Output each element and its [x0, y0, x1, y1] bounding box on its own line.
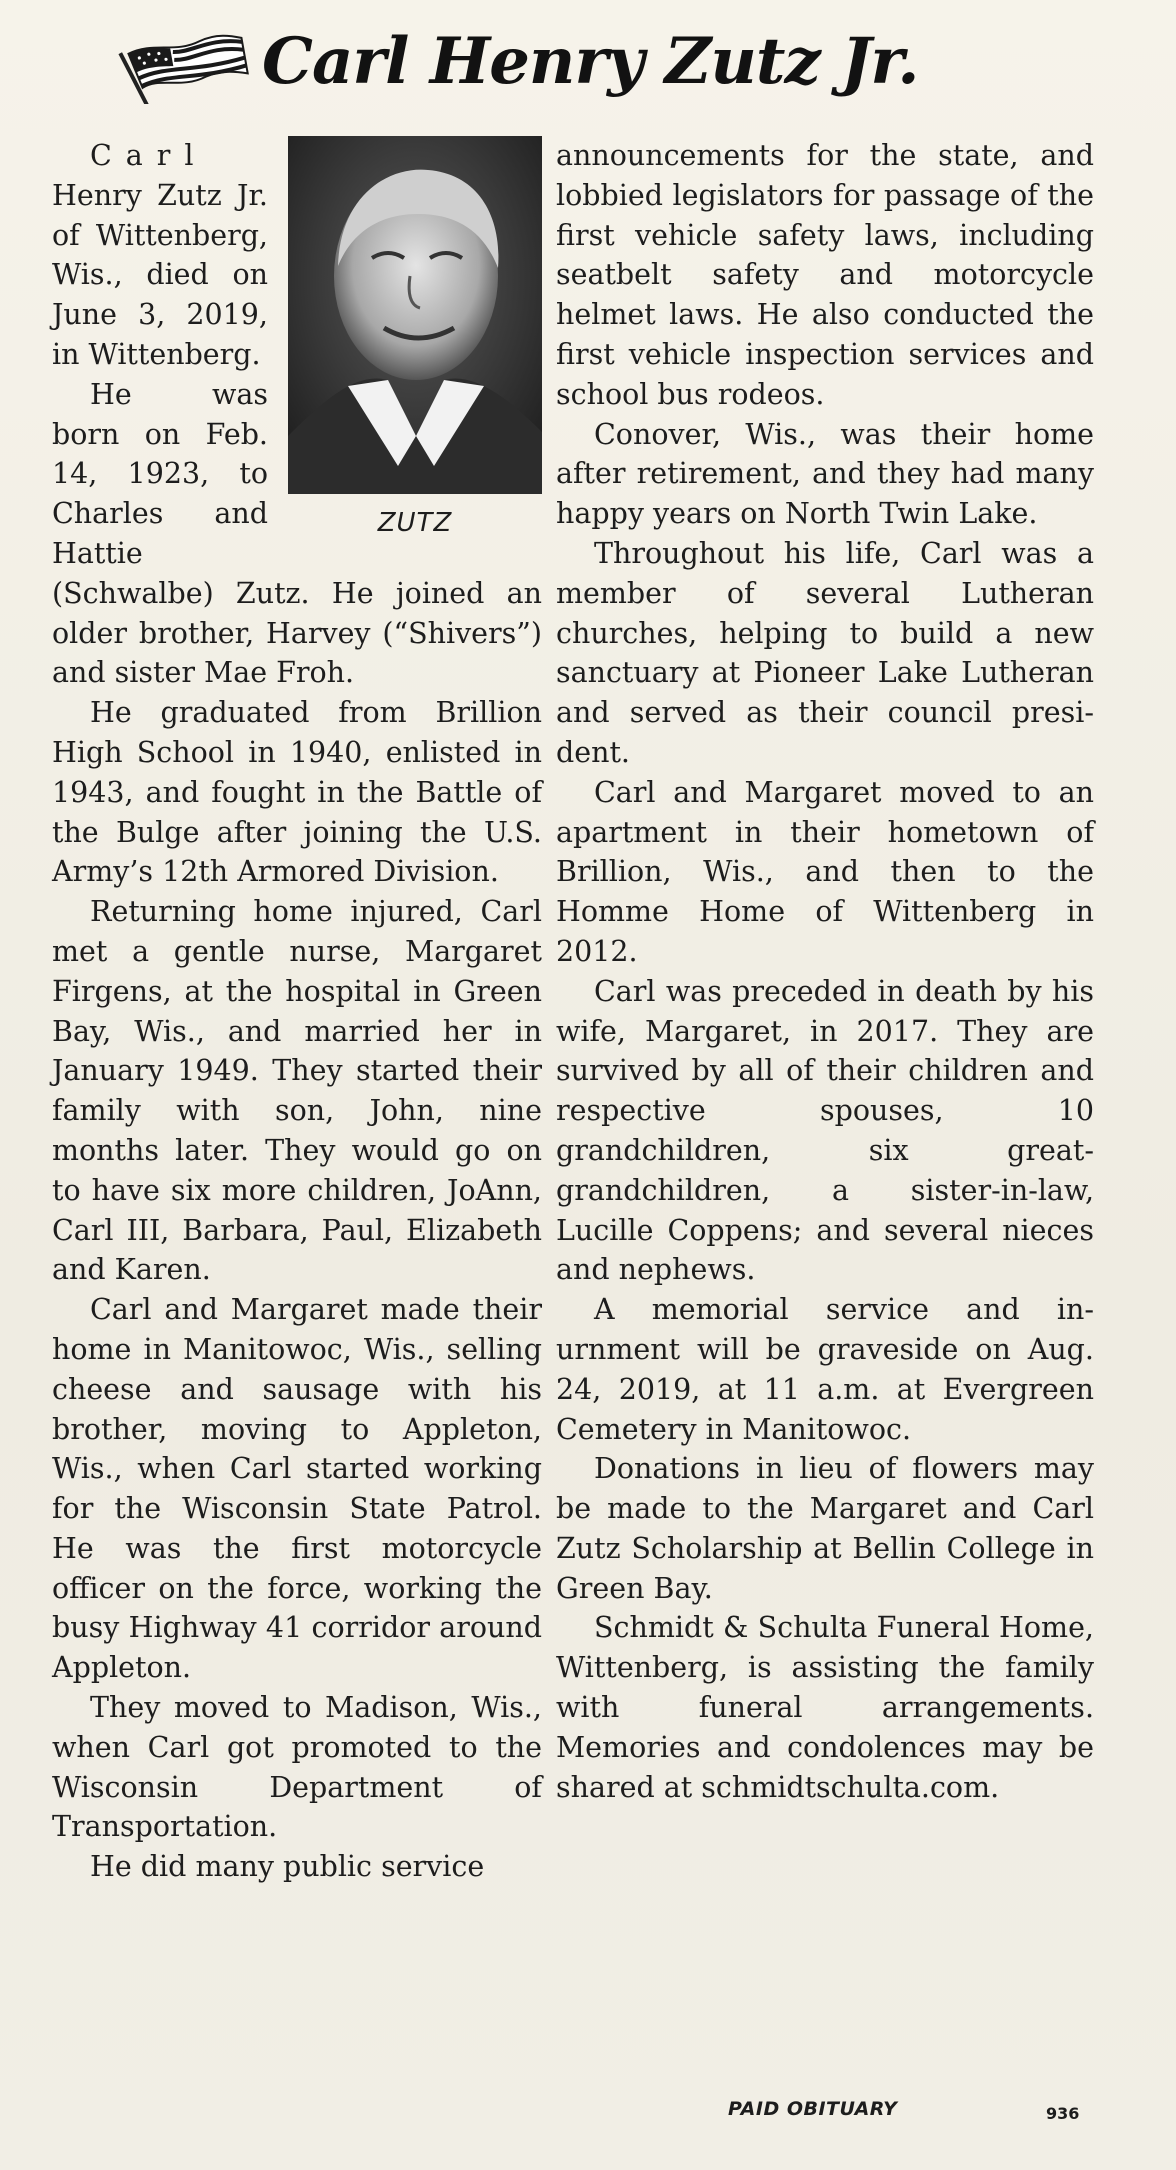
paragraph: Carl and Margaret moved to an apartment in their hometown of Brillion, Wis., and then to the Homme Home of Wittenberg in 2012.: [556, 775, 1094, 968]
portrait-photo: [288, 136, 542, 494]
paragraph: Carl was preceded in death by his wife, Margaret, in 2017. They are survived by all of their children and respective spouses, 10 grandchildren, six great-grandchildren, a sister-in-law, Lucille Coppens; and several nieces and nephews.: [556, 974, 1094, 1287]
paragraph: They moved to Madison, Wis., when Carl got promoted to the Wisconsin Department of Transportation.: [52, 1691, 542, 1844]
paragraph: A memorial service and inurnment will be graveside on Aug. 24, 2019, at 11 a.m. at Evergreen Cemetery in Manitowoc.: [556, 1293, 1094, 1446]
paid-obituary-label: PAID OBITUARY: [728, 2098, 898, 2120]
paragraph: Conover, Wis., was their home after retirement, and they had many happy years on North Twin Lake.: [556, 417, 1094, 531]
portrait-figure: [288, 136, 542, 556]
paragraph: Throughout his life, Carl was a member of several Lutheran churches, helping to build a new sanctuary at Pioneer Lake Lutheran and served as their council president.: [556, 536, 1094, 769]
photo-caption: ZUTZ: [377, 508, 453, 538]
left-column: [52, 136, 542, 1887]
paragraph: announcements for the state, and lobbied legislators for passage of the first vehicle safety laws, including seatbelt safety and motorcycle helmet laws. He also conducted the first vehicle inspection services and school bus rodeos.: [556, 139, 1094, 411]
obituary-footer: [556, 2098, 1094, 2132]
paragraph: He was born on Feb. 14, 1923, to Charles and Hattie (Schwalbe) Zutz. He joined an older brother, Harvey (“Shivers”) and sister Mae Froh.: [52, 377, 542, 690]
american-flag-icon: [118, 34, 254, 104]
paragraph: Schmidt & Schulta Funeral Home, Wittenberg, is assisting the family with funeral arrangements. Memories and condolences may be shared at schmidtschulta.com.: [556, 1611, 1094, 1804]
obituary-header: [0, 8, 1176, 118]
paragraph: Carl and Margaret made their home in Manitowoc, Wis., selling cheese and sausage with his brother, moving to Appleton, Wis., when Carl started working for the Wisconsin State Patrol. He was the first motorcycle officer on the force, working the busy Highway 41 corridor around Appleton.: [52, 1293, 542, 1685]
paragraph: Henry Zutz Jr. of Wittenberg, Wis., died on June 3, 2019, in Wittenberg.: [52, 178, 268, 371]
paragraph: He did many public service: [90, 1850, 485, 1884]
page-title: Carl Henry Zutz Jr.: [262, 24, 919, 99]
paragraph: Donations in lieu of flowers may be made to the Margaret and Carl Zutz Scholarship at Bellin College in Green Bay.: [556, 1452, 1094, 1605]
right-column: [556, 136, 1094, 1807]
paragraph: He graduated from Brillion High School in 1940, enlisted in 1943, and fought in the Battle of the Bulge after joining the U.S. Army’s 12th Armored Division.: [52, 696, 542, 889]
ad-code: 936: [1046, 2104, 1080, 2123]
lead-name: Carl: [90, 139, 208, 172]
paragraph: Returning home injured, Carl met a gentle nurse, Margaret Firgens, at the hospital in Green Bay, Wis., and married her in January 1949. They started their family with son, John, nine months later. They would go on to have six more children, JoAnn, Carl III, Barbara, Paul, Elizabeth and Karen.: [52, 895, 542, 1287]
